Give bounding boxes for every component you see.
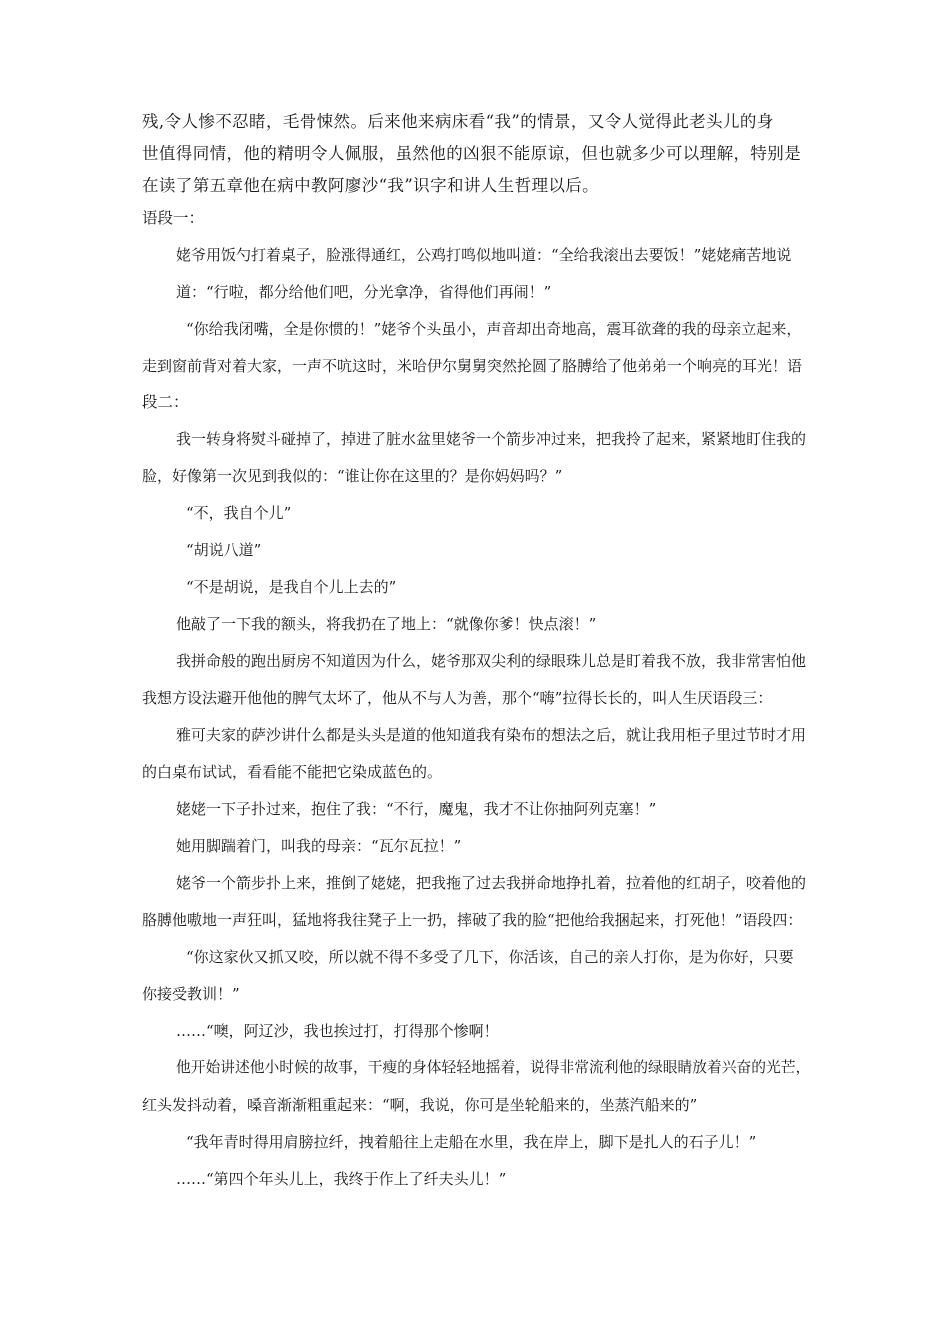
section3-line-2: 的白桌布试试，看看能不能把它染成蓝色的。: [142, 763, 443, 781]
section3-line-5: 姥爷一个箭步扑上来，推倒了姥姥，把我拖了过去我拼命地挣扎着，拉着他的红胡子，咬着他的: [176, 874, 807, 892]
section4-line-7: ……“第四个年头儿上，我终于作上了纤夫头儿！”: [176, 1170, 507, 1188]
section1-line-3: “你给我闭嘴，全是你惯的！”姥爷个头虽小，声音却出奇地高，震耳欲聋的我的母亲立起来，: [186, 320, 802, 338]
section2-heading: 段二：: [142, 393, 189, 411]
section2-line-5: “不是胡说，是我自个儿上去的”: [186, 578, 397, 596]
section2-line-4: “胡说八道”: [186, 541, 262, 559]
section4-line-6: “我年青时得用肩膀拉纤，拽着船往上走船在水里，我在岸上，脚下是扎人的石子儿！”: [186, 1133, 757, 1151]
intro-line-2: 世值得同情，他的精明令人佩服，虽然他的凶狠不能原谅，但也就多少可以理解，特别是: [142, 144, 802, 163]
section2-line-8: 我想方设法避开他他的脾气太坏了，他从不与人为善，那个“嗨”拉得长长的，叫人生厌语段三：: [142, 689, 773, 707]
section2-line-2: 脸，好像第一次见到我似的：“谁让你在这里的？是你妈妈吗？”: [142, 467, 563, 485]
section4-line-2: 你接受教训！”: [142, 985, 240, 1003]
section1-heading: 语段一：: [142, 209, 205, 227]
intro-line-3: 在读了第五章他在病中教阿廖沙“我”识字和讲人生哲理以后。: [142, 176, 600, 195]
section4-line-1: “你这家伙又抓又咬，所以就不得不多受了几下，你活该，自己的亲人打你，是为你好，只要: [186, 948, 794, 966]
section2-line-6: 他敲了一下我的额头，将我扔在了地上：“就像你爹！快点滚！”: [176, 615, 597, 633]
section2-line-3: “不，我自个儿”: [186, 504, 292, 522]
section4-line-3: ……“噢，阿辽沙，我也挨过打，打得那个惨啊！: [176, 1022, 499, 1040]
section3-line-4: 她用脚踹着门，叫我的母亲：“瓦尔瓦拉！”: [176, 837, 462, 855]
section1-line-2: 道：“行啦，都分给他们吧，分光拿净，省得他们再闹！”: [176, 283, 552, 301]
section4-line-5: 红头发抖动着，嗓音渐渐粗重起来：“啊，我说，你可是坐轮船来的，坐蒸汽船来的”: [142, 1096, 698, 1114]
intro-line-1: 残,令人惨不忍睹，毛骨悚然。后来他来病床看“我”的情景，又令人觉得此老头儿的身: [142, 112, 774, 131]
section3-line-6: 胳膊他嗷地一声狂叫，猛地将我往凳子上一扔，摔破了我的脸“把他给我捆起来，打死他！”语段四：: [142, 911, 803, 929]
section3-line-1: 雅可夫家的萨沙讲什么都是头头是道的他知道我有染布的想法之后，就让我用柜子里过节时才用: [176, 726, 807, 744]
section2-line-7: 我拼命般的跑出厨房不知道因为什么，姥爷那双尖利的绿眼珠儿总是盯着我不放，我非常害怕他: [176, 652, 807, 670]
section2-line-1: 我一转身将熨斗碰掉了，掉进了脏水盆里姥爷一个箭步冲过来，把我拎了起来，紧紧地盯住我的: [176, 430, 807, 448]
section4-line-4: 他开始讲述他小时候的故事，干瘦的身体轻轻地摇着，说得非常流利他的绿眼睛放着兴奋的光芒，: [176, 1059, 811, 1076]
section1-line-1: 姥爷用饭勺打着桌子，脸涨得通红，公鸡打鸣似地叫道：“全给我滚出去要饭！”姥姥痛苦地说: [176, 246, 792, 264]
section3-line-3: 姥姥一下子扑过来，抱住了我：“不行，魔鬼，我才不让你抽阿列克塞！”: [176, 800, 657, 818]
section1-line-4: 走到窗前背对着大家，一声不吭这时，米哈伊尔舅舅突然抡圆了胳膊给了他弟弟一个响亮的耳光！语: [142, 357, 803, 375]
